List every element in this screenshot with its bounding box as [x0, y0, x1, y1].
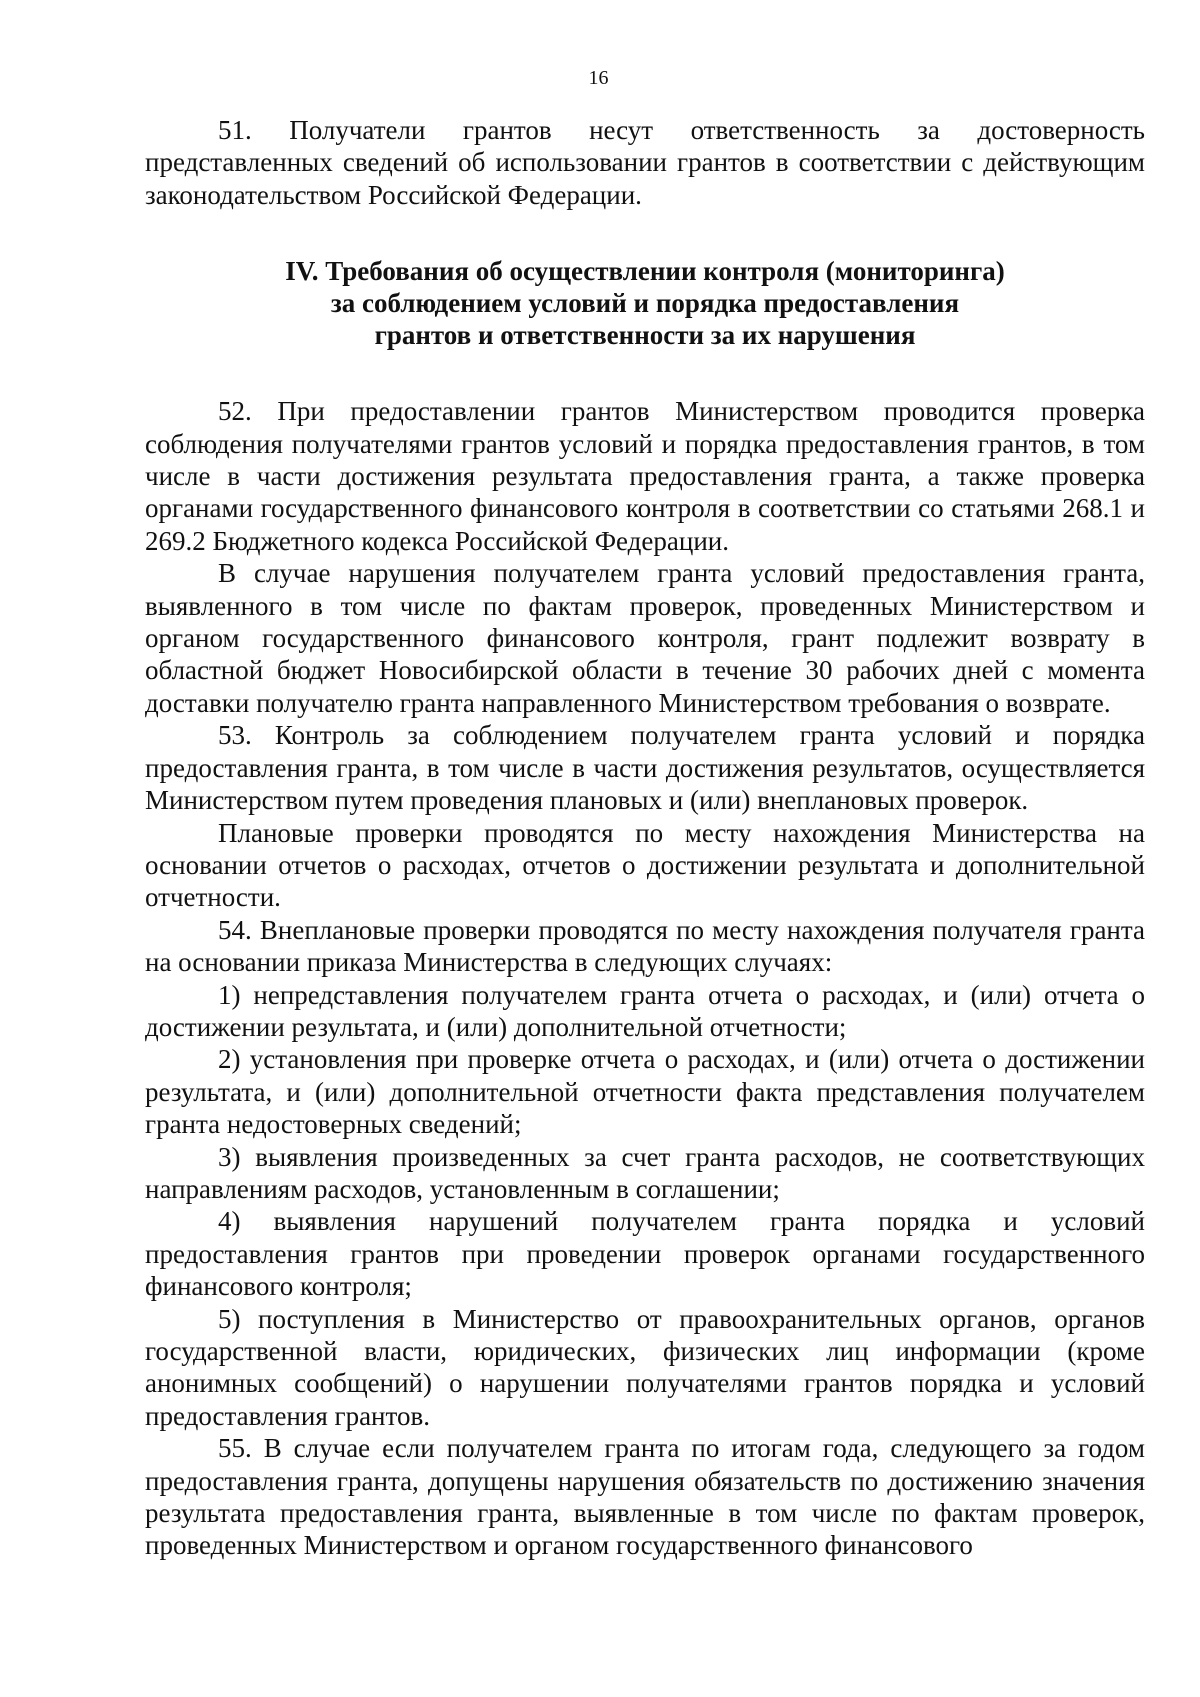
- list-item-4: 4) выявления нарушений получателем гранта порядка и условий предоставления грантов при проведении проверок органами государственного финансового контроля;: [145, 1206, 1145, 1302]
- paragraph-53-planned-checks: Плановые проверки проводятся по месту нахождения Министерства на основании отчетов о расходах, отчетов о достижении результата и дополнительной отчетности.: [145, 817, 1145, 913]
- paragraph-54: 54. Внеплановые проверки проводятся по месту нахождения получателя гранта на основании приказа Министерства в следующих случаях:: [145, 914, 1145, 978]
- paragraph-53: 53. Контроль за соблюдением получателем гранта условий и порядка предоставления гранта, в том числе в части достижения результатов, осуществляется Министерством путем проведения плановых и (или) внеплановых проверок.: [145, 720, 1145, 816]
- list-item-5: 5) поступления в Министерство от правоохранительных органов, органов государственной власти, юридических, физических лиц информации (кроме анонимных сообщений) о нарушении получателями грантов порядка и условий предоставления грантов.: [145, 1303, 1145, 1431]
- section-heading-line-2: за соблюдением условий и порядка предоставления: [330, 288, 960, 319]
- section-heading-line-3: грантов и ответственности за их нарушения: [374, 320, 916, 351]
- document-body: [145, 114, 1145, 1562]
- paragraph-55: 55. В случае если получателем гранта по итогам года, следующего за годом предоставления гранта, допущены нарушения обязательств по достижению значения результата предоставления гранта, выявленные в том числе по фактам проверок, проведенных Министерством и органом государственного финансового: [145, 1433, 1145, 1561]
- page-number: 16: [588, 67, 609, 89]
- section-heading: [145, 255, 1145, 351]
- paragraph-52: 52. При предоставлении грантов Министерством проводится проверка соблюдения получателями грантов условий и порядка предоставления грантов, в том числе в части достижения результата предоставления гранта, а также проверка органами государственного финансового контроля в соответствии со статьями 268.1 и 269.2 Бюджетного кодекса Российской Федерации.: [145, 396, 1145, 556]
- section-heading-line-1: IV. Требования об осуществлении контроля (мониторинга): [285, 256, 1005, 287]
- list-item-2: 2) установления при проверке отчета о расходах, и (или) отчета о достижении результата, и (или) дополнительной отчетности факта представления получателем гранта недостоверных сведений;: [145, 1044, 1145, 1140]
- paragraph-52-continuation: В случае нарушения получателем гранта условий предоставления гранта, выявленного в том числе по фактам проверок, проведенных Министерством и органом государственного финансового контроля, грант подлежит возврату в областной бюджет Новосибирской области в течение 30 рабочих дней с момента доставки получателю гранта направленного Министерством требования о возврате.: [145, 558, 1145, 718]
- paragraph-51: 51. Получатели грантов несут ответственность за достоверность представленных сведений об использовании грантов в соответствии с действующим законодательством Российской Федерации.: [145, 115, 1145, 210]
- list-item-3: 3) выявления произведенных за счет гранта расходов, не соответствующих направлениям расходов, установленным в соглашении;: [145, 1141, 1145, 1204]
- list-item-1: 1) непредставления получателем гранта отчета о расходах, и (или) отчета о достижении результата, и (или) дополнительной отчетности;: [145, 979, 1145, 1042]
